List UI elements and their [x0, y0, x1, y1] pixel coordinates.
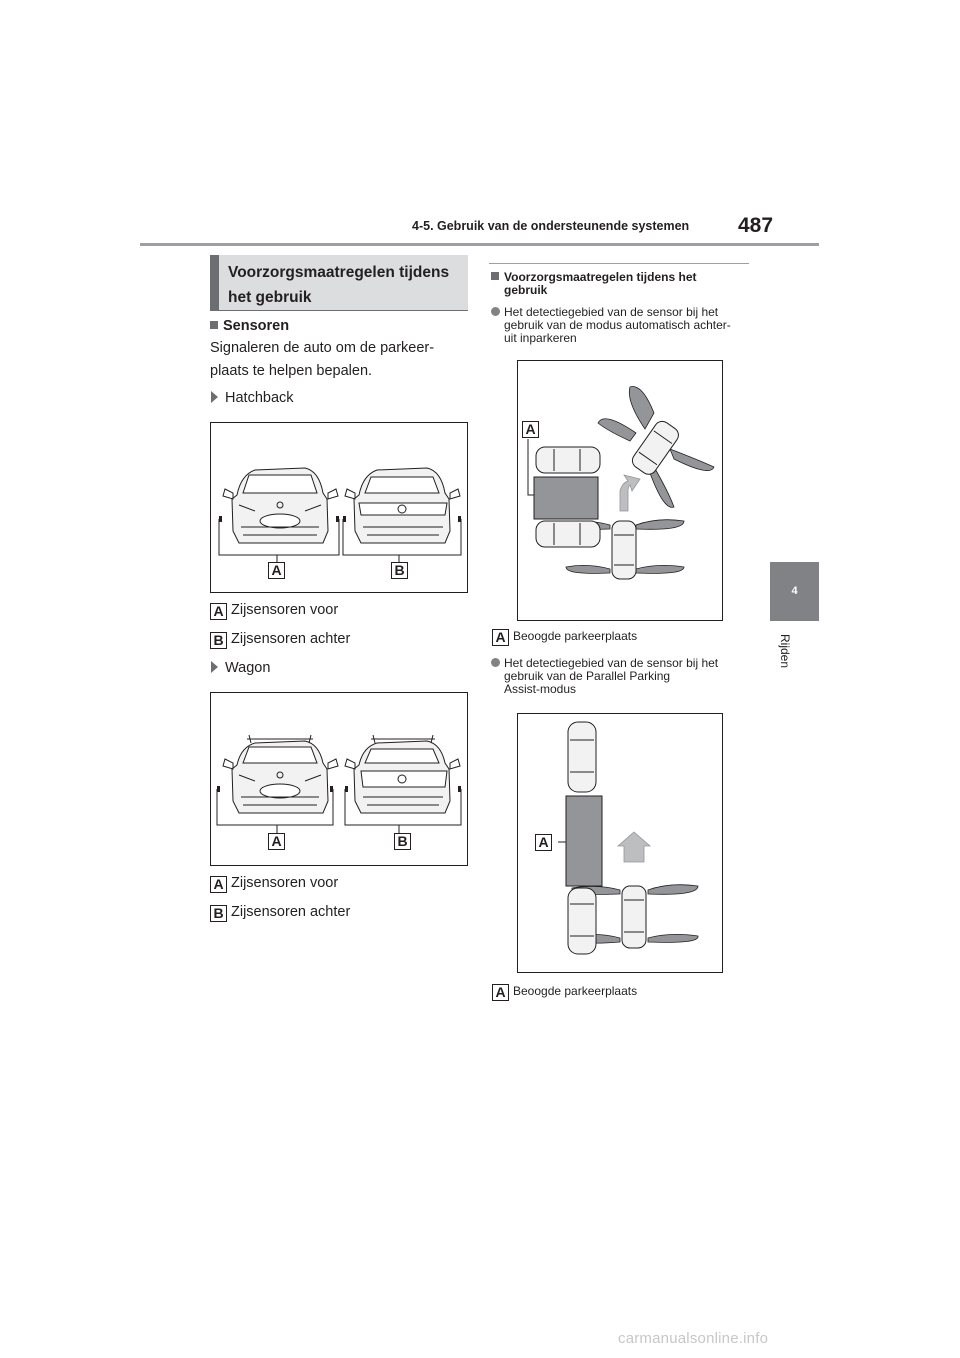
bullet-parallel-parking [491, 657, 718, 696]
hatchback-label [211, 390, 294, 406]
right-column-rule [489, 263, 749, 264]
legend-letter-box: A [210, 603, 227, 620]
bullet-reverse-line2: gebruik van de modus automatisch achter- [504, 318, 731, 332]
precautions-heading-line2: gebruik [504, 283, 548, 297]
chapter-tab[interactable]: 4 [770, 562, 819, 621]
legend-letter-box: A [492, 984, 509, 1001]
wagon-label [211, 660, 270, 676]
parallel-fig-label-a: A [535, 834, 552, 851]
legend-letter-box: B [210, 632, 227, 649]
wagon-sensor-figure [210, 692, 468, 866]
reverse-parking-illustration [518, 361, 722, 620]
parallel-fig-legend [492, 984, 637, 1001]
hatchback-legend-b [210, 631, 350, 649]
bullet-reverse-line3: uit inparkeren [504, 331, 577, 345]
legend-letter-box: A [492, 629, 509, 646]
bullet-parallel-line2: gebruik van de Parallel Parking [504, 669, 671, 683]
chapter-label: Rijden [778, 634, 792, 669]
intro-line-2: plaats te helpen bepalen. [210, 363, 373, 379]
header-divider [140, 243, 819, 246]
section-title-box [210, 255, 468, 310]
reverse-fig-legend [492, 629, 637, 646]
wagon-illustration [211, 693, 467, 865]
wagon-label-text: Wagon [225, 660, 271, 676]
bullet-parallel-line1-text: Het detectiegebied van de sensor bij het [504, 656, 719, 670]
square-bullet-icon [491, 272, 499, 280]
sensors-heading-text: Sensoren [223, 318, 290, 334]
hatchback-label-text: Hatchback [225, 390, 294, 406]
reverse-parking-figure [517, 360, 723, 621]
legend-letter-box: A [210, 876, 227, 893]
legend-text: Beoogde parkeerplaats [513, 984, 638, 998]
legend-letter-box: B [210, 905, 227, 922]
hatchback-legend-a [210, 602, 338, 620]
hatchback-label-a: A [268, 562, 285, 579]
sensors-heading [210, 318, 289, 334]
legend-text: Zijsensoren voor [231, 602, 339, 618]
circle-bullet-icon [491, 658, 500, 667]
bullet-reverse-line1-text: Het detectiegebied van de sensor bij het [504, 305, 719, 319]
legend-text: Zijsensoren achter [231, 631, 351, 647]
hatchback-label-b: B [391, 562, 408, 579]
bullet-reverse-parking [491, 306, 731, 345]
hatchback-sensor-figure [210, 422, 468, 593]
intro-line-1: Signaleren de auto om de parkeer- [210, 340, 435, 356]
square-bullet-icon [210, 321, 218, 329]
circle-bullet-icon [491, 307, 500, 316]
precautions-heading-line1-text: Voorzorgsmaatregelen tijdens het [504, 270, 697, 284]
triangle-bullet-icon [211, 391, 218, 403]
bullet-parallel-line3: Assist-modus [504, 682, 577, 696]
wagon-legend-a [210, 875, 338, 893]
running-header-title: 4-5. Gebruik van de ondersteunende systemen [412, 219, 690, 233]
legend-text: Zijsensoren voor [231, 875, 339, 891]
page-number: 487 [738, 214, 774, 237]
section-title-underline [210, 310, 468, 311]
wagon-label-b: B [394, 833, 411, 850]
section-title-line1: Voorzorgsmaatregelen tijdens [228, 264, 450, 281]
section-title-line2: het gebruik [228, 289, 312, 306]
legend-text: Zijsensoren achter [231, 904, 351, 920]
reverse-fig-label-a: A [522, 421, 539, 438]
triangle-bullet-icon [211, 661, 218, 673]
wagon-legend-b [210, 904, 350, 922]
parallel-parking-figure [517, 713, 723, 973]
watermark: carmanualsonline.info [618, 1330, 769, 1347]
legend-text: Beoogde parkeerplaats [513, 629, 638, 643]
precautions-heading [491, 271, 697, 297]
hatchback-illustration [211, 423, 467, 592]
wagon-label-a: A [268, 833, 285, 850]
